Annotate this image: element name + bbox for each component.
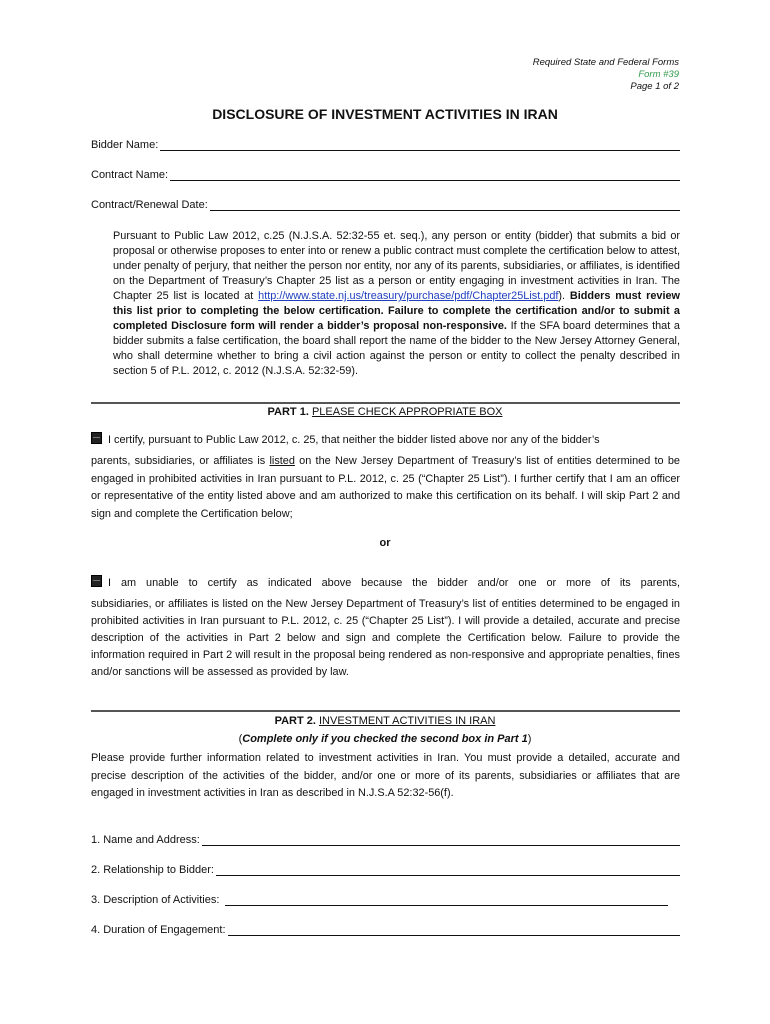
divider-2 (91, 710, 680, 712)
part2-subtitle: Complete only if you checked the second box in Part 1 (242, 733, 528, 745)
option2-first-line: I am unable to certify as indicated above because the bidder and/or one or more of its parents, (108, 577, 680, 589)
document-title: DISCLOSURE OF INVESTMENT ACTIVITIES IN IRAN (212, 106, 558, 122)
description-field[interactable] (91, 894, 668, 906)
intro-text-3: If the SFA board determines that a bidder submits a false certification, the board shall report the name of the bidder to the New Jersey Attorney General, who shall determine whether to bring a civil action against the person or entity to collect the penalty described in section 5 of P.L. 2012, c. 2012 (N.J.S.A. 52:32-59). (113, 320, 680, 377)
intro-text-1: Pursuant to Public Law 2012, c.25 (N.J.S.A. 52:32-55 et. seq.), any person or entity (bidder) that submits a bid or proposal or otherwise proposes to enter into or renew a public contract must complete the certification below to attest, under penalty of perjury, that neither the person nor entity, nor any of its parents, subsidiaries, or affiliates, is identified on the Department of Treasury’s Chapter 25 list as a person or entity engaging in investment activities in Iran. The Chapter 25 list is located at (113, 230, 680, 302)
description-line[interactable] (225, 894, 668, 906)
divider-1 (91, 402, 680, 404)
intro-bold-warning: Bidders must review this list prior to completing the below certification. Failure to complete the certification and/or to submit a completed Disclosure form will render a bidder’s proposal non-responsive. (113, 290, 680, 332)
part1-label: PART 1. (267, 406, 309, 418)
name-address-label: 1. Name and Address: (91, 834, 200, 846)
renewal-date-line[interactable] (210, 199, 680, 211)
duration-label: 4. Duration of Engagement: (91, 924, 226, 936)
form-header (533, 57, 679, 93)
part2-title: INVESTMENT ACTIVITIES IN IRAN (318, 715, 496, 727)
renewal-date-field[interactable] (91, 199, 680, 211)
form-number: Form #39 (638, 69, 679, 80)
option1-text-a: parents, subsidiaries, or affiliates is (91, 455, 270, 467)
page-number: Page 1 of 2 (630, 81, 679, 92)
part2-subheading (0, 733, 770, 745)
part2-sub-close: ) (527, 733, 532, 745)
bidder-name-label: Bidder Name: (91, 139, 159, 151)
option1-block (91, 432, 680, 523)
header-line-1: Required State and Federal Forms (532, 57, 679, 68)
intro-text-2: ). (558, 290, 570, 302)
part2-sub-open: ( (238, 733, 243, 745)
relationship-line[interactable] (216, 864, 680, 876)
chapter25-link[interactable]: http://www.state.nj.us/treasury/purchase/pdf/Chapter25List.pdf (258, 290, 559, 302)
bidder-name-line[interactable] (160, 139, 680, 151)
option1-listed: listed (269, 455, 295, 467)
relationship-field[interactable] (91, 864, 680, 876)
name-address-field[interactable] (91, 834, 680, 846)
description-label: 3. Description of Activities: (91, 894, 220, 906)
name-address-line[interactable] (202, 834, 680, 846)
option1-text-b: on the New Jersey Department of Treasury’s list of entities determined to be engaged in prohibited activities in Iran pursuant to P.L. 2012, c. 25 (“Chapter 25 List”). I further certify that I am an officer or representative of the entity listed above and am authorized to make this certification on its behalf. I will skip Part 2 and sign and complete the Certification below; (91, 455, 680, 520)
part2-heading (0, 715, 770, 727)
part1-heading (0, 406, 770, 418)
option2-text: subsidiaries, or affiliates is listed on the New Jersey Department of Treasury’s list of entities determined to be engaged in prohibited activities in Iran pursuant to P.L. 2012, c. 25 (“Chapter 25 List”). I will provide a detailed, accurate and precise description of the activities in Part 2 below and sign and complete the Certification below. Failure to provide the information required in Part 2 will result in the proposal being rendered as non-responsive and appropriate penalties, fines and/or sanctions will be assessed as provided by law. (91, 598, 680, 678)
option2-block (91, 575, 680, 681)
bidder-name-field[interactable] (91, 139, 680, 151)
part2-instructions: Please provide further information related to investment activities in Iran. You must provide a detailed, accurate and precise description of the activities of the bidder, and/or one or more of its parents, subsidiaries or affiliates that are engaged in investment activities in Iran as described in N.J.S.A 52:32-56(f). (91, 752, 680, 799)
intro-paragraph (113, 229, 680, 379)
contract-name-line[interactable] (170, 169, 680, 181)
relationship-label: 2. Relationship to Bidder: (91, 864, 214, 876)
renewal-date-label: Contract/Renewal Date: (91, 199, 208, 211)
contract-name-label: Contract Name: (91, 169, 169, 181)
duration-line[interactable] (228, 924, 680, 936)
option1-checkbox[interactable] (91, 432, 102, 444)
contract-name-field[interactable] (91, 169, 680, 181)
duration-field[interactable] (91, 924, 680, 936)
or-separator: or (379, 537, 391, 549)
part1-title: PLEASE CHECK APPROPRIATE BOX (311, 406, 503, 418)
option1-first-line: I certify, pursuant to Public Law 2012, c. 25, that neither the bidder listed above nor any of the bidder’s (108, 434, 600, 446)
part2-label: PART 2. (274, 715, 316, 727)
option2-checkbox[interactable] (91, 575, 102, 587)
